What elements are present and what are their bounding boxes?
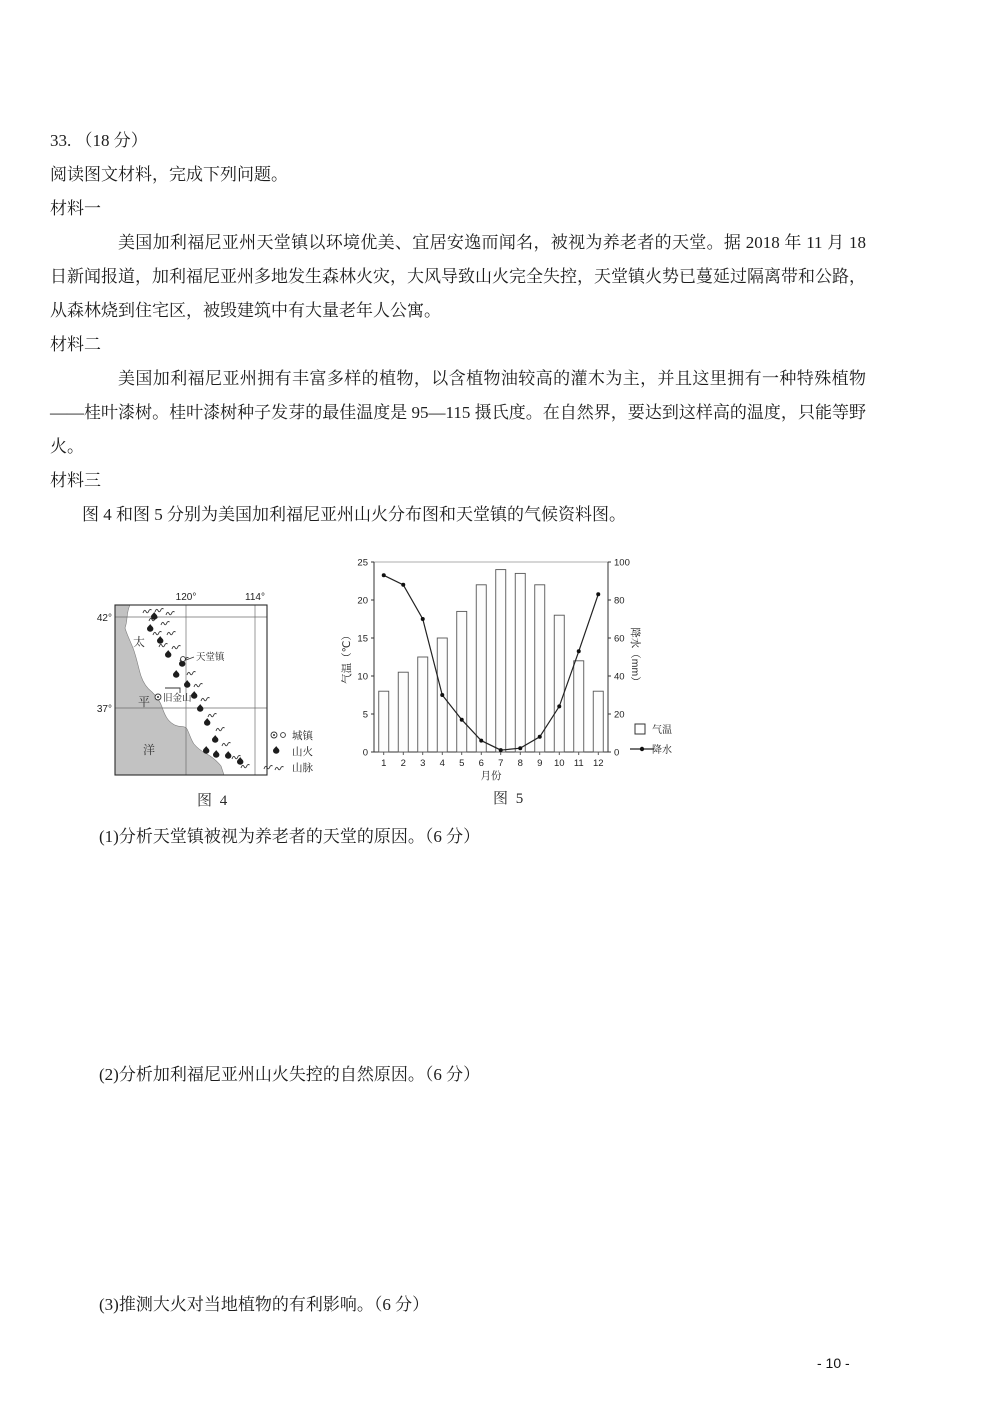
fire-icon — [165, 650, 171, 658]
mountain-icon — [222, 743, 231, 746]
x-tick-label: 3 — [420, 758, 426, 769]
x-tick-label: 4 — [439, 758, 445, 769]
right-tick-label: 20 — [614, 709, 625, 721]
mountain-icon — [159, 644, 168, 647]
precipitation-point — [499, 748, 503, 752]
left-tick-label: 5 — [362, 709, 368, 721]
x-tick-label: 7 — [498, 758, 504, 769]
x-tick-label: 8 — [517, 758, 523, 769]
legend-line-dot — [640, 747, 644, 751]
subquestion-3: (3)推测大火对当地植物的有利影响。（6 分） — [99, 1295, 430, 1314]
right-tick-label: 100 — [614, 557, 630, 569]
temperature-bar — [593, 691, 603, 752]
mountain-icon — [201, 698, 210, 701]
question-number: 33. （18 分） — [50, 131, 148, 150]
temperature-bar — [574, 661, 584, 752]
mountain-icon — [155, 609, 164, 612]
question-33-block — [50, 124, 866, 532]
legend-precipitation-label: 降水 — [652, 745, 672, 756]
mountain-icon — [194, 684, 203, 687]
fire-icon — [237, 757, 243, 765]
right-tick-label: 60 — [614, 633, 625, 645]
fire-icon — [203, 746, 209, 754]
san-francisco-label: 旧金山 — [163, 693, 192, 704]
climate-chart — [340, 548, 692, 788]
x-tick-label: 1 — [381, 758, 387, 769]
precipitation-point — [382, 573, 386, 577]
material-1-text: 美国加利福尼亚州天堂镇以环境优美、宜居安逸而闻名，被视为养老者的天堂。据 2018 年 11 月 18 日新闻报道，加利福尼亚州多地发生森林火灾，大风导致山火完全失控，天堂镇火势已蔓延过隔离带和公路，从森林烧到住宅区，被毁建筑中有大量老年人公寓。 — [50, 233, 866, 320]
precipitation-point — [557, 704, 561, 708]
legend-fire-icon — [273, 746, 279, 754]
mountain-icon — [241, 765, 250, 768]
plot-frame — [374, 562, 608, 752]
fire-icon — [225, 751, 231, 759]
mountain-icon — [161, 622, 170, 625]
temperature-bar — [418, 657, 428, 752]
figure-5-caption: 图 5 — [493, 791, 526, 807]
right-tick-label: 80 — [614, 595, 625, 607]
legend-town-label: 城镇 — [292, 730, 313, 742]
temperature-bar — [515, 573, 525, 752]
mountain-icon — [216, 728, 225, 731]
fire-icon — [147, 624, 153, 632]
left-tick-label: 0 — [362, 747, 368, 759]
legend-town-icon-dot — [273, 734, 275, 736]
lon-label-114: 114° — [245, 592, 265, 603]
right-axis-title: 降水（mm） — [629, 627, 641, 687]
precipitation-point — [596, 592, 600, 596]
california-wildfire-map — [95, 558, 325, 788]
fire-icon — [184, 680, 190, 688]
fire-icon — [213, 750, 219, 758]
lon-label-120: 120° — [175, 592, 197, 603]
material-1-title: 材料一 — [50, 199, 101, 218]
temperature-bar — [398, 672, 408, 752]
figure-4-caption: 图 4 — [197, 793, 230, 809]
material-2-title: 材料二 — [50, 335, 101, 354]
mountain-icon — [166, 612, 175, 615]
paradise-town-marker — [181, 657, 186, 662]
precipitation-point — [421, 617, 425, 621]
temperature-bar — [496, 570, 506, 752]
x-tick-label: 2 — [400, 758, 406, 769]
x-tick-label: 5 — [459, 758, 465, 769]
fire-icon — [212, 735, 218, 743]
map-legend — [264, 729, 314, 774]
precipitation-point — [460, 718, 464, 722]
legend-town-icon-2 — [281, 733, 286, 738]
fire-icon — [204, 718, 210, 726]
temperature-bar — [476, 585, 486, 752]
ocean-name-char-3: 洋 — [143, 743, 156, 757]
fire-icon — [191, 691, 197, 699]
temperature-bar — [379, 691, 389, 752]
precipitation-point — [518, 746, 522, 750]
paradise-town-label: 天堂镇 — [196, 652, 225, 663]
lat-label-37: 37° — [96, 704, 112, 715]
left-tick-label: 15 — [357, 633, 368, 645]
left-axis-title: 气温（℃） — [341, 630, 353, 684]
x-tick-label: 9 — [537, 758, 543, 769]
mountain-icon — [167, 632, 176, 635]
x-axis-title: 月份 — [480, 770, 502, 782]
legend-temperature-label: 气温 — [652, 725, 672, 736]
precipitation-point — [577, 649, 581, 653]
lat-label-42: 42° — [96, 613, 112, 624]
temperature-bar — [554, 615, 564, 752]
mountain-icon — [208, 714, 217, 717]
temperature-bar — [535, 585, 545, 752]
x-tick-label: 11 — [573, 758, 584, 769]
x-tick-label: 6 — [478, 758, 484, 769]
ocean-name-char-1: 太 — [133, 635, 146, 649]
mountain-icon — [143, 610, 152, 613]
precipitation-line — [384, 575, 599, 750]
question-intro: 阅读图文材料，完成下列问题。 — [50, 165, 288, 184]
material-3-text: 图 4 和图 5 分别为美国加利福尼亚州山火分布图和天堂镇的气候资料图。 — [82, 505, 626, 524]
left-tick-label: 10 — [357, 671, 368, 683]
x-tick-label: 10 — [553, 758, 565, 769]
mountain-icon — [153, 632, 162, 635]
legend-bar-icon — [635, 724, 645, 734]
temperature-bar — [457, 611, 467, 752]
precipitation-point — [538, 735, 542, 739]
mountain-icon — [187, 672, 196, 675]
mountain-icon — [172, 646, 181, 649]
left-tick-label: 25 — [357, 557, 368, 569]
precipitation-point — [440, 693, 444, 697]
legend-mountain-label: 山脉 — [292, 762, 313, 774]
right-tick-label: 0 — [614, 747, 620, 759]
legend-mountain-icon — [264, 766, 273, 769]
subquestion-1: (1)分析天堂镇被视为养老者的天堂的原因。（6 分） — [99, 827, 481, 846]
axes — [374, 562, 608, 752]
material-2-text: 美国加利福尼亚州拥有丰富多样的植物，以含植物油较高的灌木为主，并且这里拥有一种特殊植物——桂叶漆树。桂叶漆树种子发芽的最佳温度是 95—115 摄氏度。在自然界，要达到这样高的温度，只能等野火。 — [50, 369, 866, 456]
precipitation-point — [401, 583, 405, 587]
fire-icon — [157, 636, 163, 644]
right-tick-label: 40 — [614, 671, 625, 683]
page-number: - 10 - — [817, 1355, 850, 1371]
fire-icon — [197, 704, 203, 712]
x-tick-label: 12 — [592, 758, 604, 769]
ocean-name-char-2: 平 — [138, 695, 151, 709]
subquestion-2: (2)分析加利福尼亚州山火失控的自然原因。（6 分） — [99, 1065, 481, 1084]
left-tick-label: 20 — [357, 595, 368, 607]
san-francisco-marker-dot — [157, 696, 159, 698]
legend-fire-label: 山火 — [292, 746, 313, 758]
fire-icon — [151, 612, 157, 620]
material-3-title: 材料三 — [50, 471, 101, 490]
precipitation-point — [479, 739, 483, 743]
fire-icon — [173, 670, 179, 678]
legend-mountain-icon-2 — [275, 767, 284, 770]
